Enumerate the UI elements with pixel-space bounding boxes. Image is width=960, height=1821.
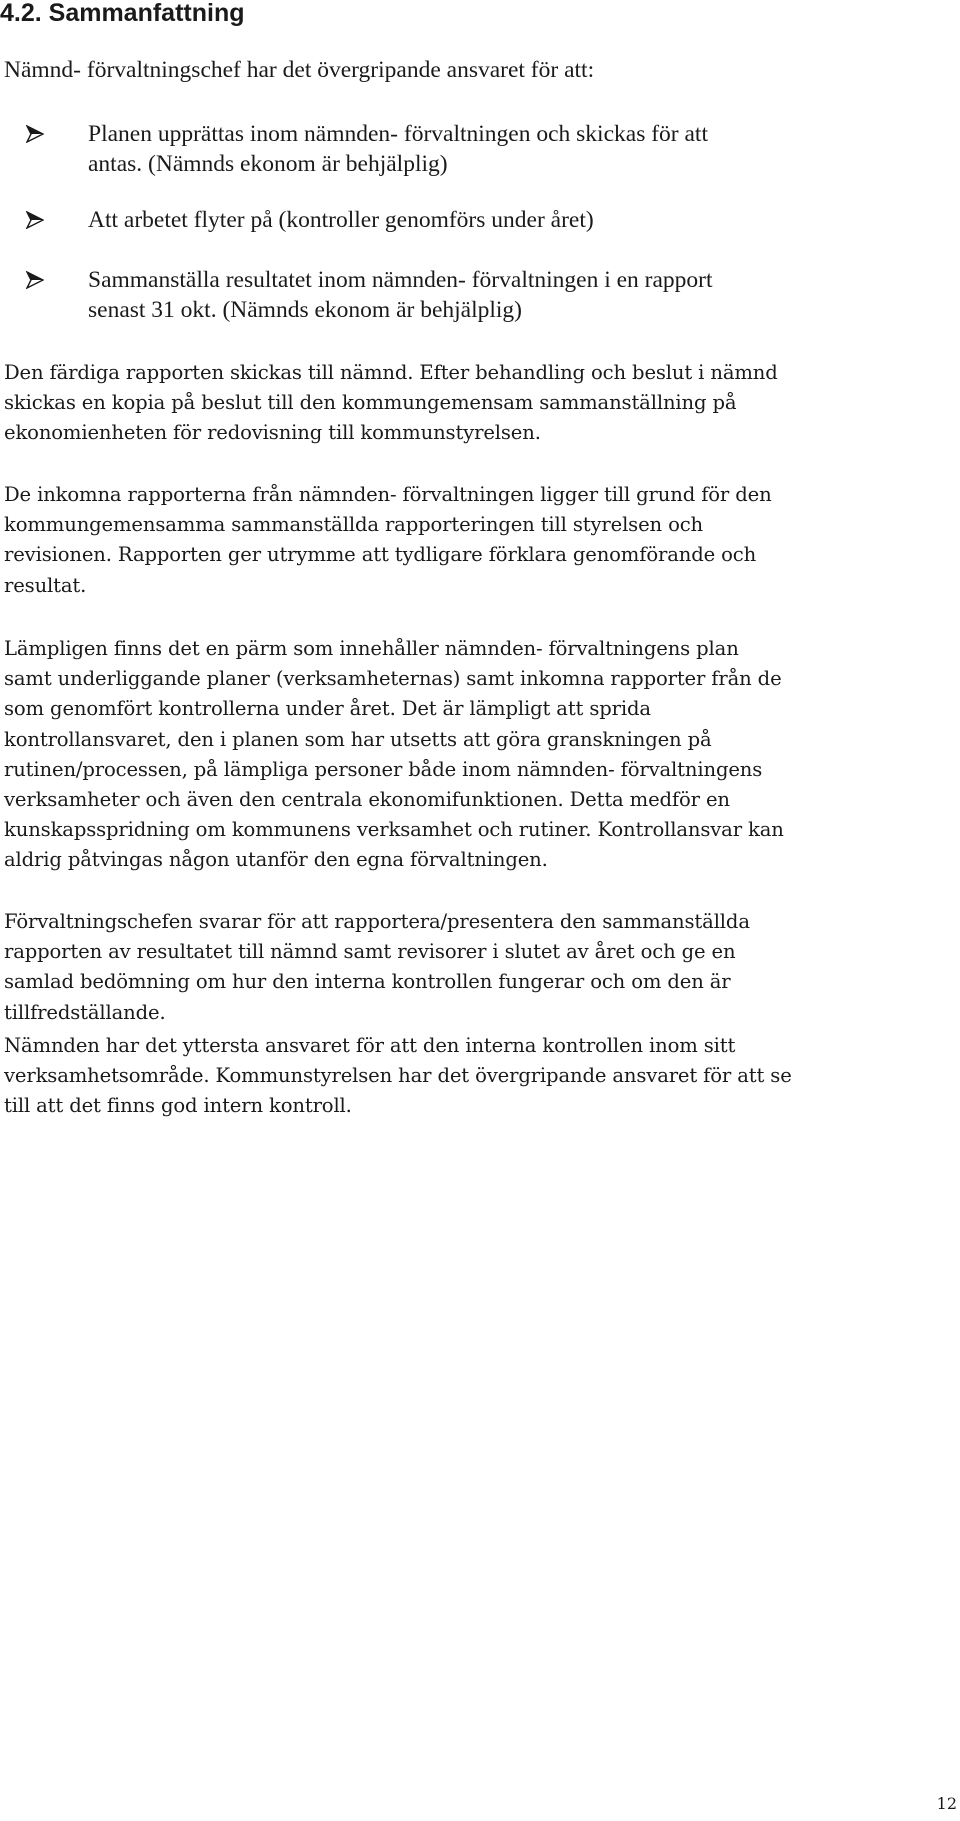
paragraph-line: Nämnden har det yttersta ansvaret för att den interna kontrollen inom sitt	[4, 1034, 736, 1057]
arrowhead-bullet-icon	[26, 211, 44, 229]
paragraph-report-handling	[4, 358, 954, 449]
paragraph-line: Den färdiga rapporten skickas till nämnd. Efter behandling och beslut i nämnd	[4, 361, 778, 384]
paragraph-line: ekonomienheten för redovisning till kommunstyrelsen.	[4, 421, 541, 445]
paragraph-line: skickas en kopia på beslut till den kommungemensam sammanställning på	[4, 391, 737, 415]
list-item-line: antas. (Nämnds ekonom är behjälplig)	[88, 151, 448, 177]
arrowhead-bullet-icon	[26, 271, 44, 289]
paragraph-line: kontrollansvaret, den i planen som har utsetts att göra granskningen på	[4, 727, 712, 751]
list-item-line: Sammanställa resultatet inom nämnden- förvaltningen i en rapport	[88, 267, 713, 293]
arrowhead-bullet-icon	[26, 125, 44, 143]
paragraph-chief-reporting	[4, 907, 954, 1028]
paragraph-line: samt underliggande planer (verksamheternas) samt inkomna rapporter från de	[4, 667, 782, 691]
paragraph-line: samlad bedömning om hur den interna kontrollen fungerar och om den är	[4, 970, 731, 994]
paragraph-line: Förvaltningschefen svarar för att rapportera/presentera den sammanställda	[4, 910, 750, 933]
paragraph-line: verksamhetsområde. Kommunstyrelsen har det övergripande ansvaret för att se	[4, 1064, 792, 1088]
section-heading: 4.2. Sammanfattning	[0, 0, 245, 27]
list-item-line: Planen upprättas inom nämnden- förvaltningen och skickas för att	[88, 121, 708, 147]
paragraph-line: till att det finns god intern kontroll.	[4, 1094, 352, 1118]
paragraph-line: tillfredställande.	[4, 1000, 166, 1024]
list-item-line: senast 31 okt. (Nämnds ekonom är behjälplig)	[88, 297, 523, 323]
paragraph-line: Lämpligen finns det en pärm som innehåller nämnden- förvaltningens plan	[4, 637, 739, 660]
paragraph-reports-basis	[4, 480, 954, 601]
list-item-line: Att arbetet flyter på (kontroller genomförs under året)	[88, 207, 594, 233]
paragraph-line: resultat.	[4, 573, 87, 597]
paragraph-line: rapporten av resultatet till nämnd samt revisorer i slutet av året och ge en	[4, 940, 736, 964]
page-number: 12	[936, 1794, 957, 1813]
paragraph-line: rutinen/processen, på lämpliga personer både inom nämnden- förvaltningens	[4, 757, 763, 781]
paragraph-line: revisionen. Rapporten ger utrymme att tydligare förklara genomförande och	[4, 543, 757, 567]
list-item	[88, 265, 948, 325]
paragraph-line: verksamheter och även den centrala ekonomifunktionen. Detta medför en	[4, 788, 730, 812]
paragraph-line: aldrig påtvingas någon utanför den egna förvaltningen.	[4, 848, 548, 872]
paragraph-binder	[4, 634, 954, 876]
paragraph-line: kunskapsspridning om kommunens verksamhet och rutiner. Kontrollansvar kan	[4, 818, 784, 842]
paragraph-line: som genomfört kontrollerna under året. Det är lämpligt att sprida	[4, 697, 651, 721]
paragraph-line: De inkomna rapporterna från nämnden- förvaltningen ligger till grund för den	[4, 483, 772, 506]
intro-text: Nämnd- förvaltningschef har det övergripande ansvaret för att:	[4, 57, 595, 83]
paragraph-line: kommungemensamma sammanställda rapporteringen till styrelsen och	[4, 513, 704, 537]
paragraph-ultimate-responsibility	[4, 1031, 954, 1122]
list-item	[88, 205, 948, 235]
list-item	[88, 119, 948, 179]
